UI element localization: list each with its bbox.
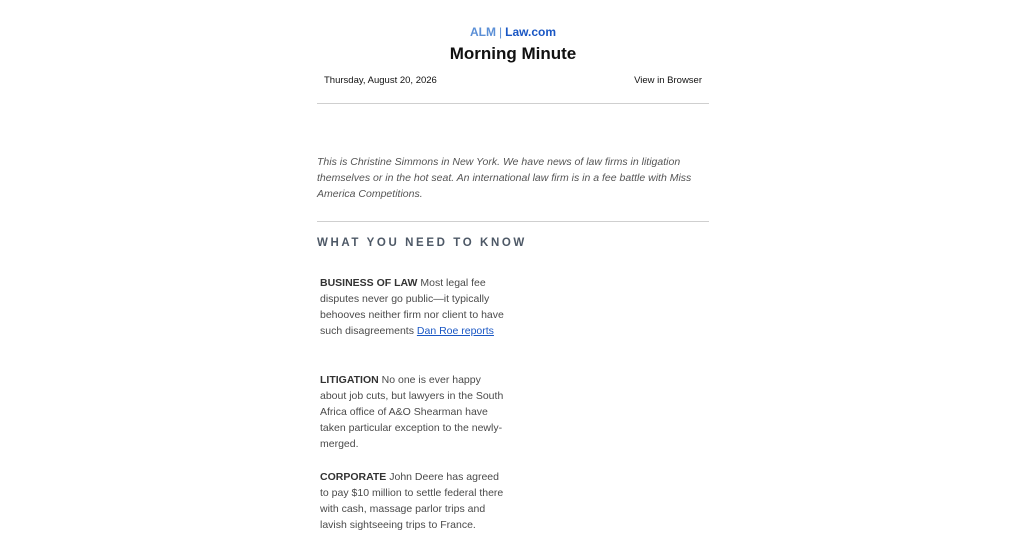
meta-row — [324, 75, 702, 86]
story-category: CORPORATE — [320, 471, 387, 483]
brand-line — [317, 25, 709, 39]
dan-roe-reports-link[interactable]: Dan Roe reports — [416, 325, 494, 337]
brand-lawcom-link[interactable]: Law.com — [505, 25, 557, 39]
brand-alm[interactable]: ALM — [469, 25, 496, 39]
story-category: LITIGATION — [320, 374, 379, 386]
newsletter-title: Morning Minute — [449, 44, 577, 63]
brand-separator: | — [498, 25, 503, 39]
intro-divider — [317, 221, 709, 222]
story-corporate — [320, 469, 505, 533]
story-litigation — [320, 372, 505, 452]
story-text: Most legal fee disputes never go public—it typically behooves neither firm nor client to have such disagreements — [320, 277, 504, 337]
story-text: No one is ever happy about job cuts, but lawyers in the South Africa office of A&O Shearman have taken particular exception to the newly-merged. — [320, 374, 504, 450]
story-category: BUSINESS OF LAW — [320, 277, 418, 289]
header-divider — [317, 103, 709, 104]
intro-text: This is Christine Simmons in New York. We have news of law firms in litigation themselves or in the hot seat. An international law firm is in a fee battle with Miss America Competitions. — [317, 156, 692, 200]
issue-date: Thursday, August 20, 2026 — [324, 75, 437, 86]
story-text: John Deere has agreed to pay $10 million to settle federal there with cash, massage parlor trips and lavish sightseeing trips to France. — [320, 471, 504, 531]
section-heading: WHAT YOU NEED TO KNOW — [317, 237, 527, 249]
view-in-browser-link[interactable]: View in Browser — [634, 75, 702, 86]
story-business-of-law — [320, 275, 505, 339]
